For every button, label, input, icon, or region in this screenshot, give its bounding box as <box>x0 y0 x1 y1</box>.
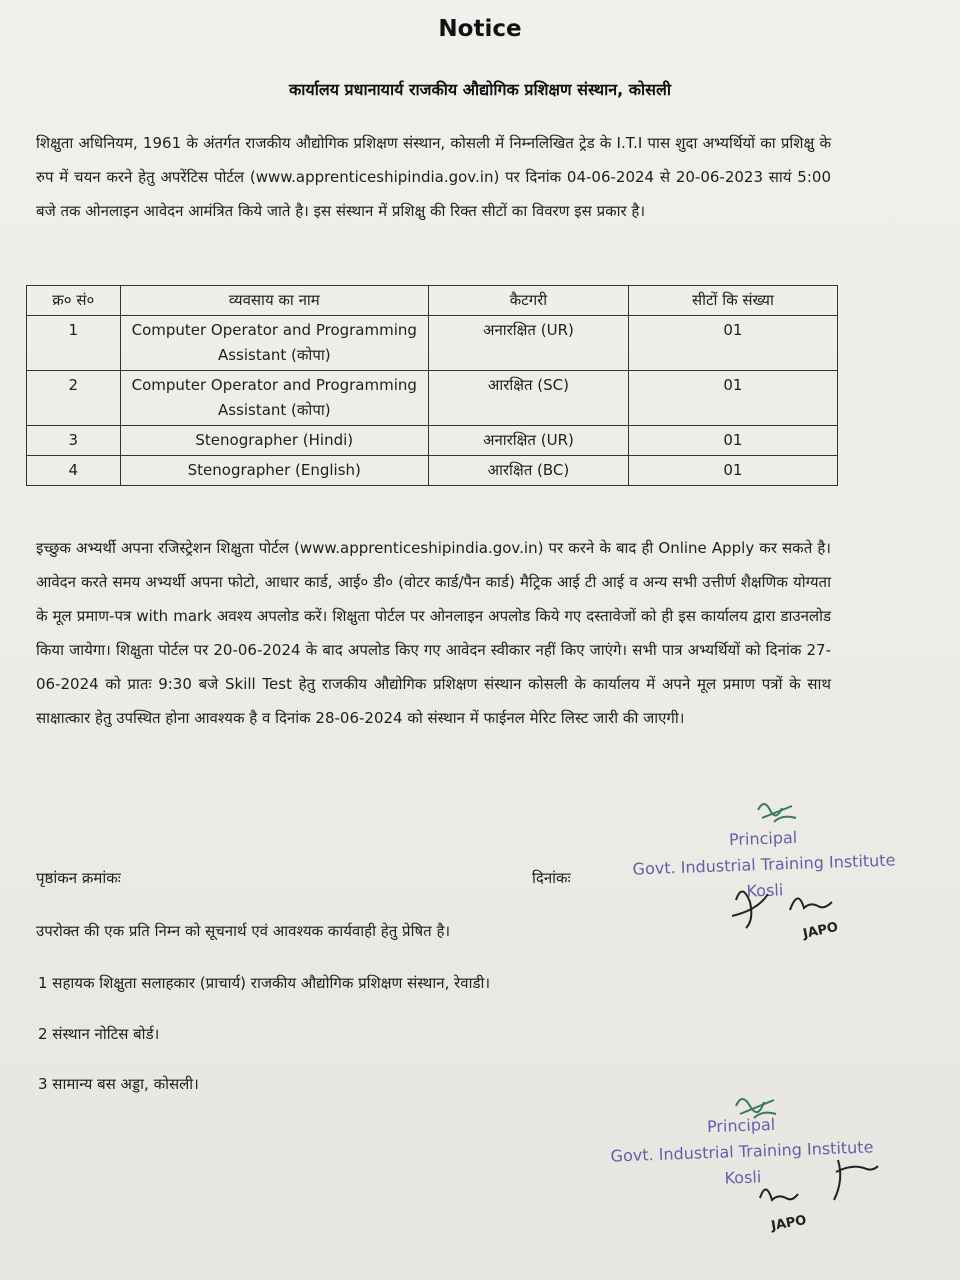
cell-seats: 01 <box>628 371 837 426</box>
cell-seats: 01 <box>628 456 837 486</box>
cell-seats: 01 <box>628 316 837 371</box>
cell-category: अनारक्षित (UR) <box>429 426 629 456</box>
header-sno: क्र० सं० <box>27 286 121 316</box>
stamp-line-institute: Govt. Industrial Training Institute <box>632 850 896 879</box>
forward-text: उपरोक्त की एक प्रति निम्न को सूचनार्थ एवं आवश्यक कार्यवाही हेतु प्रेषित है। <box>36 922 451 940</box>
table-row <box>27 456 838 486</box>
header-seats: सीटों कि संख्या <box>628 286 837 316</box>
stamp-line-kosli: Kosli <box>746 880 784 901</box>
recipient-item: 2 संस्थान नोटिस बोर्ड। <box>38 1025 160 1043</box>
cell-category: आरक्षित (SC) <box>429 371 629 426</box>
table-row <box>27 426 838 456</box>
cell-trade: Stenographer (English) <box>120 456 428 486</box>
stamp-line-principal: Principal <box>728 827 798 850</box>
recipient-item: 3 सामान्य बस अड्डा, कोसली। <box>38 1075 199 1093</box>
cell-seats: 01 <box>628 426 837 456</box>
signature-initials: JAPO <box>770 1213 808 1234</box>
cell-sno: 1 <box>27 316 121 371</box>
table-header-row <box>27 286 838 316</box>
cell-trade: Stenographer (Hindi) <box>120 426 428 456</box>
stamp-line-principal: Principal <box>706 1114 776 1137</box>
cell-sno: 4 <box>27 456 121 486</box>
cell-trade: Computer Operator and Programming Assistant (कोपा) <box>120 316 428 371</box>
cell-trade: Computer Operator and Programming Assistant (कोपा) <box>120 371 428 426</box>
date-label: दिनांकः <box>532 869 571 887</box>
signature-icon <box>728 880 858 950</box>
intro-paragraph: शिक्षुता अधिनियम, 1961 के अंतर्गत राजकीय औद्योगिक प्रशिक्षण संस्थान, कोसली में निम्नलिखित ट्रेड के I.T.I पास शुदा अभ्यर्थियों का प्रशिक्षु के रुप में चयन करने हेतु अपरेंटिस पोर्टल (www.apprenticeshipindia.gov.in) पर दिनांक 04-06-2024 से 20-06-2023 सायं 5:00 बजे तक ओनलाइन आवेदन आमंत्रित किये जाते है। इस संस्थान में प्रशिक्षु की रिक्त सीटों का विवरण इस प्रकार है। <box>36 134 831 220</box>
cell-sno: 3 <box>27 426 121 456</box>
cell-category: आरक्षित (BC) <box>429 456 629 486</box>
endorsement-number: पृष्ठांकन क्रमांकः <box>36 869 121 887</box>
header-category: कैटगरी <box>429 286 629 316</box>
header-trade: व्यवसाय का नाम <box>120 286 428 316</box>
recipient-item: 1 सहायक शिक्षुता सलाहकार (प्राचार्य) राजकीय औद्योगिक प्रशिक्षण संस्थान, रेवाडी। <box>38 974 491 992</box>
signature-green-icon <box>752 796 802 828</box>
seat-table <box>26 285 838 486</box>
signature-icon <box>752 1150 892 1250</box>
signature-initials: JAPO <box>801 919 840 942</box>
cell-sno: 2 <box>27 371 121 426</box>
office-heading: कार्यालय प्रधानायार्य राजकीय औद्योगिक प्रशिक्षण संस्थान, कोसली <box>289 80 671 99</box>
table-row <box>27 316 838 371</box>
table-row <box>27 371 838 426</box>
instructions-paragraph: इच्छुक अभ्यर्थी अपना रजिस्ट्रेशन शिक्षुता पोर्टल (www.apprenticeshipindia.gov.in) पर करने के बाद ही Online Apply कर सकते है। आवेदन करते समय अभ्यर्थी अपना फोटो, आधार कार्ड, आई० डी० (वोटर कार्ड/पैन कार्ड) मैट्रिक आई टी आई व अन्य सभी उत्तीर्ण शैक्षणिक योग्यता के मूल प्रमाण-पत्र with mark अवश्य अपलोड करें। शिक्षुता पोर्टल पर ओनलाइन अपलोड किये गए दस्तावेजों को ही इस कार्यालय द्वारा डाउनलोड किया जायेगा। शिक्षुता पोर्टल पर 20-06-2024 के बाद अपलोड किए गए आवेदन स्वीकार नहीं किए जाएंगे। सभी पात्र अभ्यर्थियों को दिनांक 27-06-2024 को प्रातः 9:30 बजे Skill Test हेतु राजकीय औद्योगिक प्रशिक्षण संस्थान कोसली के कार्यालय में अपने मूल प्रमाण पत्रों के साथ साक्षात्कार हेतु उपस्थित होना आवश्यक है व दिनांक 28-06-2024 को संस्थान में फाईनल मेरिट लिस्ट जारी की जाएगी। <box>36 539 831 727</box>
notice-title: Notice <box>438 16 522 42</box>
cell-category: अनारक्षित (UR) <box>429 316 629 371</box>
stamp-line-institute: Govt. Industrial Training Institute <box>610 1137 874 1166</box>
stamp-line-kosli: Kosli <box>724 1167 762 1188</box>
